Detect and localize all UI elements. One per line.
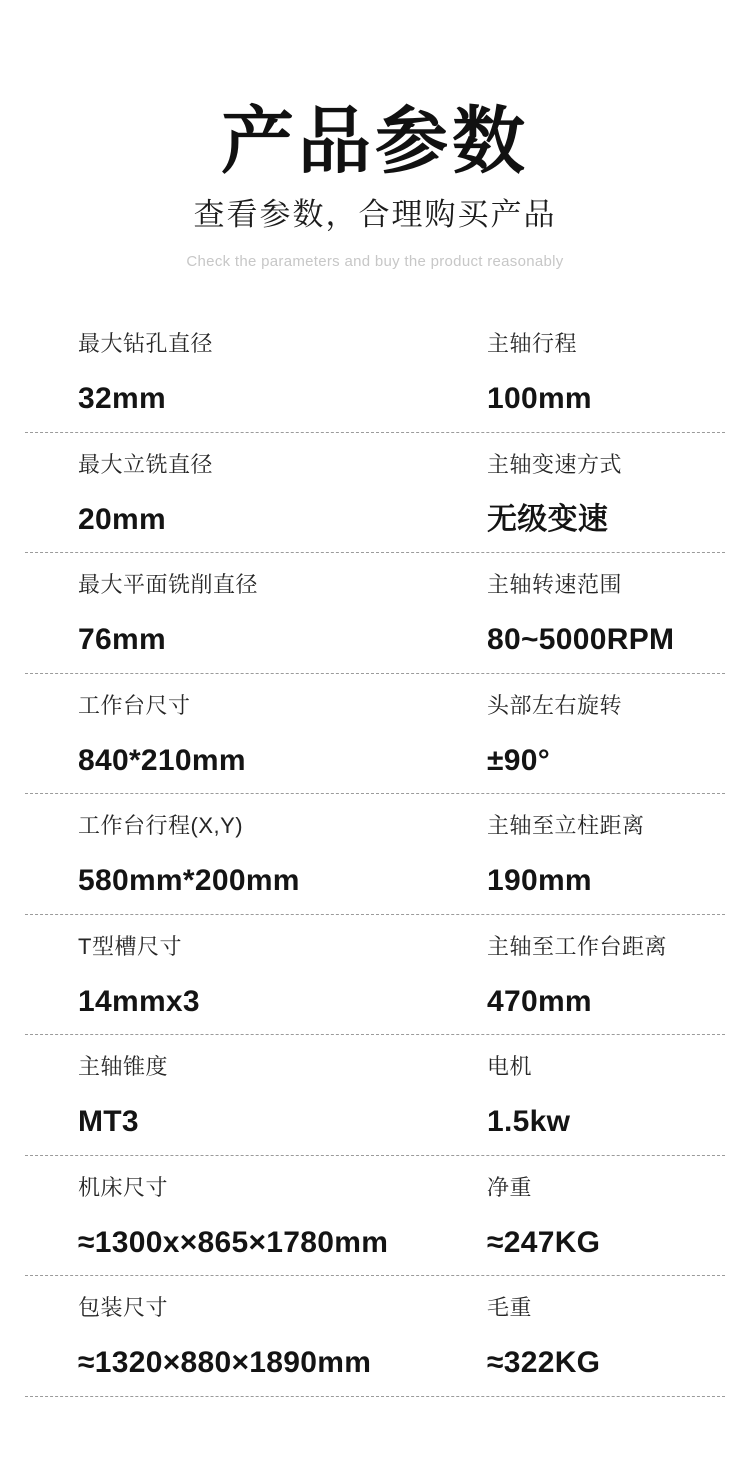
spec-item-spindle-to-worktable-distance xyxy=(487,932,725,1035)
page-title: 产品参数 xyxy=(221,101,529,182)
spec-label: 电机 xyxy=(487,1054,533,1080)
spec-label: T型槽尺寸 xyxy=(78,933,182,959)
spec-value: MT3 xyxy=(78,1105,139,1139)
spec-item-gross-weight xyxy=(487,1293,725,1396)
spec-label: 工作台尺寸 xyxy=(78,692,191,718)
spec-label: 主轴转速范围 xyxy=(487,572,623,598)
spec-label: 机床尺寸 xyxy=(78,1174,169,1200)
spec-row xyxy=(25,1035,725,1156)
spec-label: 主轴至工作台距离 xyxy=(487,933,668,959)
spec-item-t-slot-size xyxy=(25,932,487,1035)
page-subtitle: 查看参数，合理购买产品 xyxy=(193,196,557,232)
spec-label: 主轴至立柱距离 xyxy=(487,813,645,839)
spec-label: 主轴锥度 xyxy=(78,1054,169,1080)
spec-item-net-weight xyxy=(487,1173,725,1276)
spec-value: 1.5kw xyxy=(487,1105,571,1139)
spec-value: ≈1300x×865×1780mm xyxy=(78,1225,389,1259)
spec-row xyxy=(25,915,725,1036)
spec-row xyxy=(25,1156,725,1277)
spec-value: 20mm xyxy=(78,502,166,536)
spec-item-packing-size xyxy=(25,1293,487,1396)
spec-row xyxy=(25,794,725,915)
spec-label: 最大立铣直径 xyxy=(78,451,214,477)
spec-value: 14mmx3 xyxy=(78,984,200,1018)
spec-label: 毛重 xyxy=(487,1295,533,1321)
spec-value: 190mm xyxy=(487,864,592,898)
spec-item-motor xyxy=(487,1052,725,1155)
spec-item-spindle-speed-mode xyxy=(487,450,725,553)
spec-label: 头部左右旋转 xyxy=(487,692,623,718)
spec-value: ≈1320×880×1890mm xyxy=(78,1346,372,1380)
spec-value: ≈247KG xyxy=(487,1225,601,1259)
spec-item-max-drilling-diameter xyxy=(25,329,487,432)
spec-item-spindle-travel xyxy=(487,329,725,432)
spec-item-max-end-milling-diameter xyxy=(25,450,487,553)
spec-value: 580mm*200mm xyxy=(78,864,300,898)
spec-row xyxy=(25,553,725,674)
spec-item-machine-size xyxy=(25,1173,487,1276)
spec-item-worktable-size xyxy=(25,691,487,794)
spec-value: 32mm xyxy=(78,382,166,416)
spec-item-spindle-to-column-distance xyxy=(487,811,725,914)
spec-value: 80~5000RPM xyxy=(487,623,675,657)
spec-row xyxy=(25,1276,725,1397)
spec-item-head-rotation xyxy=(487,691,725,794)
spec-row xyxy=(25,312,725,433)
spec-item-worktable-travel xyxy=(25,811,487,914)
spec-item-spindle-speed-range xyxy=(487,570,725,673)
spec-value: 840*210mm xyxy=(78,743,246,777)
spec-row xyxy=(25,433,725,554)
spec-label: 工作台行程(X,Y) xyxy=(78,813,244,839)
spec-label: 最大平面铣削直径 xyxy=(78,572,259,598)
spec-value: 无级变速 xyxy=(487,502,609,536)
spec-label: 主轴变速方式 xyxy=(487,451,623,477)
spec-label: 最大钻孔直径 xyxy=(78,331,214,357)
page-header xyxy=(0,0,750,271)
spec-value: 470mm xyxy=(487,984,592,1018)
spec-item-max-face-milling-diameter xyxy=(25,570,487,673)
spec-row xyxy=(25,674,725,795)
page-subtitle-english: Check the parameters and buy the product reasonably xyxy=(186,252,564,270)
spec-label: 净重 xyxy=(487,1174,533,1200)
spec-value: 76mm xyxy=(78,623,166,657)
spec-value: ±90° xyxy=(487,743,551,777)
spec-item-spindle-taper xyxy=(25,1052,487,1155)
spec-value: ≈322KG xyxy=(487,1346,601,1380)
spec-value: 100mm xyxy=(487,382,592,416)
spec-table xyxy=(25,312,725,1397)
spec-label: 包装尺寸 xyxy=(78,1295,169,1321)
spec-label: 主轴行程 xyxy=(487,331,578,357)
